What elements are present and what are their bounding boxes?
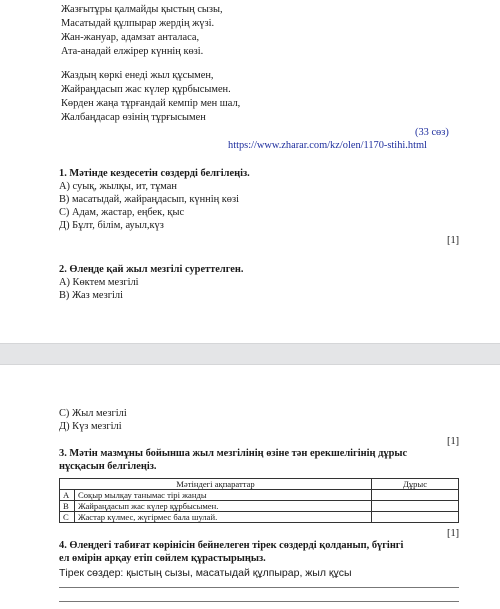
table-row — [60, 501, 459, 512]
row-text: Жайраңдасып жас күлер құрбысымен. — [75, 501, 372, 512]
question-1-mark: [1] — [447, 235, 460, 246]
poem-line: Масатыдай құлпырар жердің жүзі. — [61, 18, 215, 29]
question-2-title: 2. Өлеңде қай жыл мезгілі суреттелген. — [59, 264, 244, 275]
word-count: (33 сөз) — [415, 127, 449, 138]
table-row — [60, 512, 459, 523]
answer-cell[interactable] — [372, 501, 459, 512]
question-4-title-cont: ел өмірін арқау етіп сөйлем құрастырыңыз. — [59, 553, 266, 564]
question-2-mark: [1] — [447, 436, 460, 447]
answer-cell[interactable] — [372, 512, 459, 523]
question-2-option-c: С) Жыл мезгілі — [59, 408, 127, 419]
question-3-mark: [1] — [447, 528, 460, 539]
column-header-info: Мәтіндегі ақпараттар — [60, 479, 372, 490]
question-2-option-d: Д) Күз мезгілі — [59, 421, 122, 432]
question-1-title: 1. Мәтінде кездесетін сөздерді белгілеңіз. — [59, 168, 250, 179]
row-letter: В — [60, 501, 75, 512]
question-1-option-c: С) Адам, жастар, еңбек, қыс — [59, 207, 185, 218]
question-3-table — [59, 478, 459, 523]
question-1-option-d: Д) Бұлт, білім, ауыл,күз — [59, 220, 164, 231]
poem-line: Жазғытұры қалмайды қыстың сызы, — [61, 4, 223, 15]
question-2-option-b: В) Жаз мезгілі — [59, 290, 123, 301]
answer-line[interactable] — [59, 587, 459, 588]
page-separator — [0, 343, 500, 365]
worksheet-page-2 — [0, 365, 500, 609]
answer-cell[interactable] — [372, 490, 459, 501]
poem-line: Жан-жануар, адамзат анталаса, — [61, 32, 200, 43]
question-2-option-a: А) Көктем мезгілі — [59, 277, 139, 288]
column-header-correct: Дұрыс — [372, 479, 459, 490]
question-1-option-b: В) масатыдай, жайраңдасып, күннің көзі — [59, 194, 239, 205]
row-letter: С — [60, 512, 75, 523]
question-3-title: 3. Мәтін мазмұны бойынша жыл мезгілінің өзіне тән ерекшелігінің дұрыс — [59, 448, 408, 459]
source-link[interactable]: https://www.zharar.com/kz/olen/1170-stihi.html — [228, 140, 427, 151]
poem-line: Ата-анадай елжірер күннің көзі. — [61, 46, 204, 57]
question-3-title-cont: нұсқасын белгілеңіз. — [59, 461, 157, 472]
table-row — [60, 490, 459, 501]
row-text: Жастар күлмес, жүгірмес бала шулай. — [75, 512, 372, 523]
support-words: Тірек сөздер: қыстың сызы, масатыдай құлпырар, жыл құсы — [59, 567, 352, 579]
poem-line: Көрден жаңа тұрғандай кемпір мен шал, — [61, 98, 241, 109]
table-header-row — [60, 479, 459, 490]
row-text: Соқыр мылқау танымас тірі жанды — [75, 490, 372, 501]
poem-line: Жалбаңдасар өзінің тұрғысымен — [61, 112, 206, 123]
poem-line: Жаздың көркі енеді жыл құсымен, — [61, 70, 214, 81]
question-4-title: 4. Өлеңдегі табиғат көрінісін бейнелеген тірек сөздерді қолданып, бүгінгі — [59, 540, 404, 551]
answer-line[interactable] — [59, 601, 459, 602]
row-letter: А — [60, 490, 75, 501]
question-1-option-a: А) суық, жылқы, ит, тұман — [59, 181, 177, 192]
poem-line: Жайраңдасып жас күлер құрбысымен. — [61, 84, 231, 95]
